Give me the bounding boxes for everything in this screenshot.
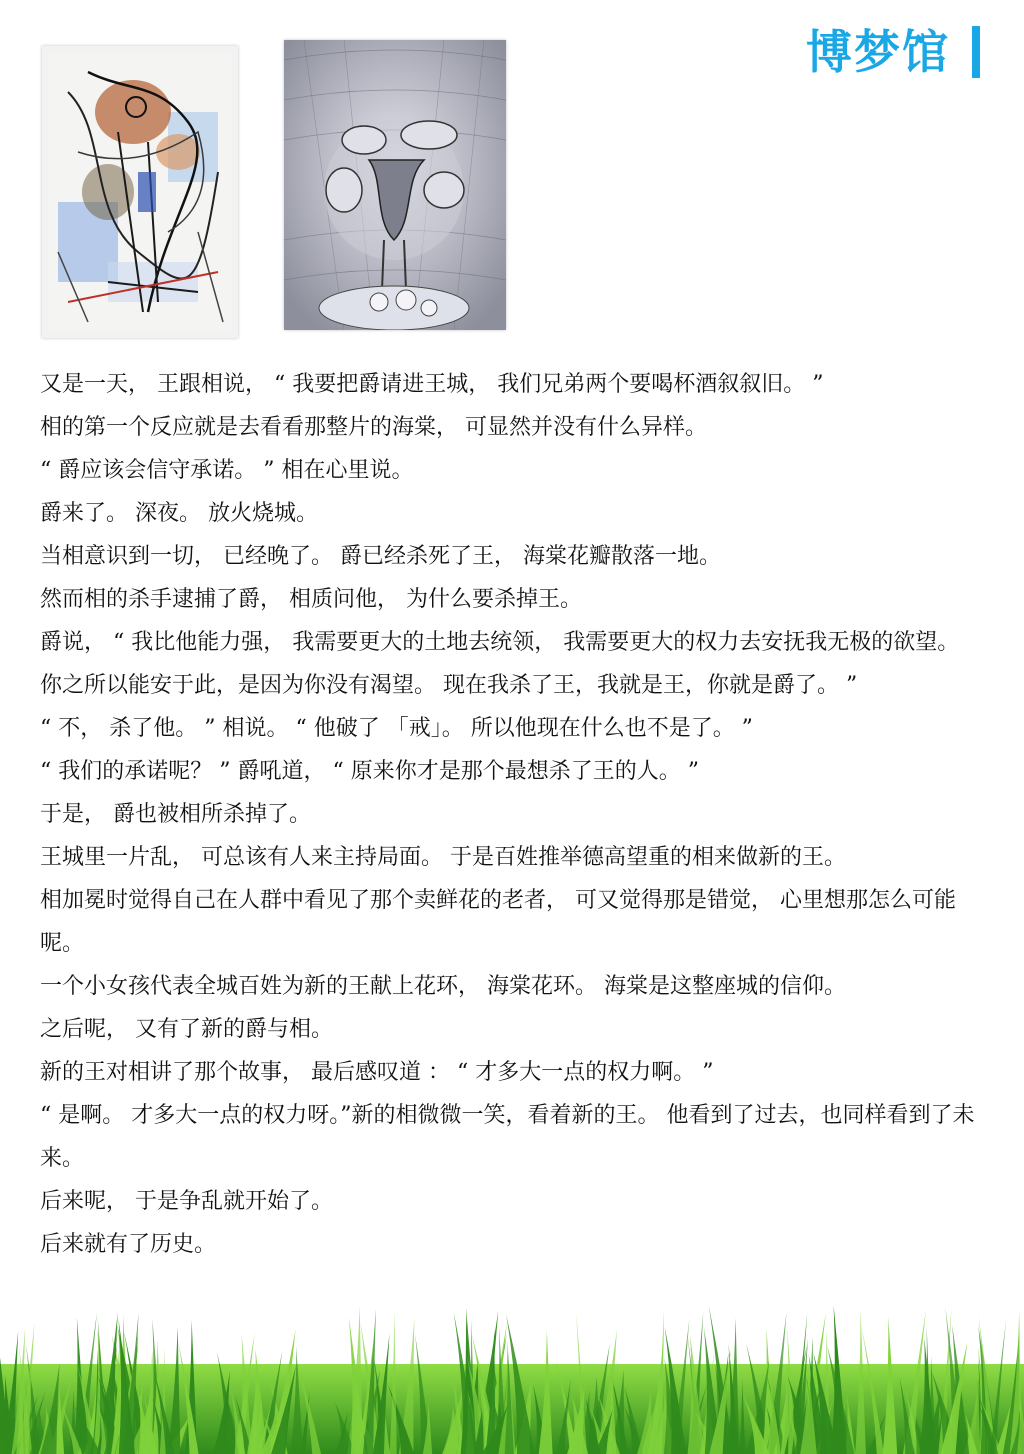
grass-border-image xyxy=(0,1304,1024,1454)
story-paragraph: 又是一天， 王跟相说， “ 我要把爵请进王城， 我们兄弟两个要喝杯酒叙叙旧。 ” xyxy=(40,372,824,397)
story-paragraph: 相的第一个反应就是去看看那整片的海棠， 可显然并没有什么异样。 xyxy=(40,415,707,440)
story-paragraph: 相加冕时觉得自己在人群中看见了那个卖鲜花的老者， 可又觉得那是错觉， 心里想那怎么可能呢。 xyxy=(40,888,956,956)
brand-divider-bar xyxy=(972,26,980,78)
story-paragraph: 王城里一片乱， 可总该有人来主持局面。 于是百姓推举德高望重的相来做新的王。 xyxy=(40,845,846,870)
abstract-painting-graphic xyxy=(48,52,232,332)
abstract-painting-image xyxy=(42,46,238,338)
story-paragraph: 新的王对相讲了那个故事， 最后感叹道 ： “ 才多大一点的权力啊。 ” xyxy=(40,1060,714,1085)
brand-title: 博梦馆 xyxy=(806,25,950,79)
story-paragraph: “ 爵应该会信守承诺。 ” 相在心里说。 xyxy=(40,458,414,483)
engraved-flower-vase-image xyxy=(284,40,506,330)
story-paragraph: 后来就有了历史。 xyxy=(40,1232,217,1257)
story-paragraph: 爵说， “ 我比他能力强， 我需要更大的土地去统领， 我需要更大的权力去安抚我无极的欲望。 你之所以能安于此，是因为你没有渴望。 现在我杀了王，我就是王，你就是爵了。 ” xyxy=(40,630,967,698)
engraving-graphic xyxy=(284,40,506,330)
story-paragraph: 一个小女孩代表全城百姓为新的王献上花环， 海棠花环。 海棠是这整座城的信仰。 xyxy=(40,974,846,999)
story-paragraph: 当相意识到一切， 已经晚了。 爵已经杀死了王， 海棠花瓣散落一地。 xyxy=(40,544,721,569)
story-paragraph: 于是， 爵也被相所杀掉了。 xyxy=(40,802,311,827)
story-paragraph: 之后呢， 又有了新的爵与相。 xyxy=(40,1017,333,1042)
story-paragraph: 后来呢， 于是争乱就开始了。 xyxy=(40,1189,333,1214)
story-body xyxy=(40,363,988,1266)
story-paragraph: 然而相的杀手逮捕了爵， 相质问他， 为什么要杀掉王。 xyxy=(40,587,582,612)
story-paragraph: “ 是啊。 才多大一点的权力呀。”新的相微微一笑，看着新的王。 他看到了过去，也同样看到了未来。 xyxy=(40,1103,975,1171)
grass-graphic xyxy=(0,1304,1024,1454)
story-paragraph: “ 不， 杀了他。 ” 相说。 “ 他破了 「戒」。 所以他现在什么也不是了。 ” xyxy=(40,716,753,741)
story-paragraph: “ 我们的承诺呢？ ” 爵吼道， “ 原来你才是那个最想杀了王的人。 ” xyxy=(40,759,699,784)
brand-header xyxy=(806,26,980,78)
story-paragraph: 爵来了。 深夜。 放火烧城。 xyxy=(40,501,318,526)
